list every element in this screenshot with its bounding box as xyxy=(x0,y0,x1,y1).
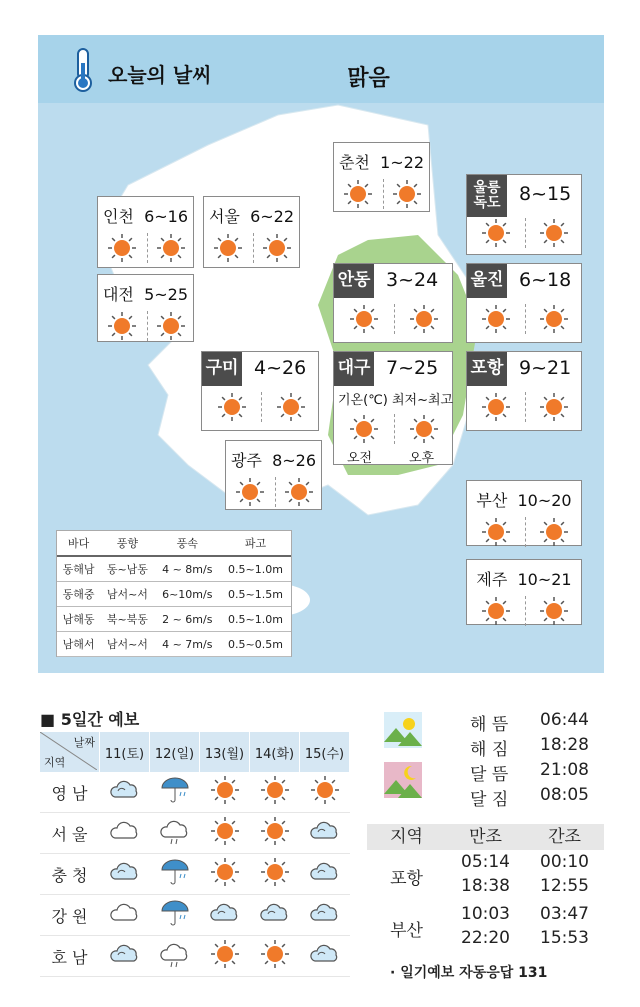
sea-cell: 북~북동 xyxy=(100,607,154,632)
forecast-corner xyxy=(40,732,100,772)
city-box-gwangju xyxy=(225,440,322,510)
city-box-incheon xyxy=(97,196,194,268)
sea-header-row xyxy=(57,531,291,556)
sea-conditions-table xyxy=(56,530,292,657)
sunrise-label: 해 뜸 xyxy=(470,715,509,735)
sunny-icon xyxy=(200,772,250,813)
sunny-icon-pm xyxy=(409,414,439,444)
partly-cloudy-icon xyxy=(100,936,150,977)
forecast-table xyxy=(40,732,350,977)
city-name-tag xyxy=(467,264,507,298)
city-name: 울진 xyxy=(470,270,504,291)
am-label: 오전 xyxy=(347,451,373,466)
partly-cloudy-icon xyxy=(250,895,300,936)
city-name: 광주 xyxy=(230,451,262,470)
tide-time: 12:55 xyxy=(540,876,589,896)
city-box-busan xyxy=(466,480,582,546)
sea-cell: 남서~서 xyxy=(100,582,154,607)
sunny-icon-am xyxy=(217,392,247,422)
sunny-icon-pm xyxy=(392,179,422,209)
am-pm-divider xyxy=(525,392,526,422)
tide-time: 05:14 xyxy=(461,852,510,872)
partly-cloudy-icon xyxy=(300,854,350,895)
city-label xyxy=(467,488,581,511)
sunny-icon-am xyxy=(235,477,265,507)
am-pm-divider xyxy=(147,233,148,263)
city-name: 서울 xyxy=(208,207,240,226)
tide-time: 00:10 xyxy=(540,852,589,872)
city-name: 춘천 xyxy=(338,153,370,172)
sunny-icon-pm xyxy=(539,392,569,422)
moonrise-time: 21:08 xyxy=(540,760,589,780)
sea-header: 풍향 xyxy=(100,531,154,556)
sunny-icon-am xyxy=(481,304,511,334)
region-name: 영 남 xyxy=(40,772,100,813)
sunny-icon-am xyxy=(481,596,511,626)
city-box-seoul xyxy=(203,196,300,268)
moonset-time: 08:05 xyxy=(540,785,589,805)
city-label xyxy=(334,150,429,173)
am-pm-divider xyxy=(525,218,526,248)
sea-cell: 남해동 xyxy=(57,607,100,632)
am-pm-divider xyxy=(383,179,384,209)
sunny-icon-am xyxy=(481,517,511,547)
temp-range: 6~16 xyxy=(144,207,189,226)
tide-header-cell: 간조 xyxy=(548,827,581,847)
region-name: 호 남 xyxy=(40,936,100,977)
forecast-header-row xyxy=(40,732,350,772)
moonrise-icon xyxy=(384,762,422,798)
tide-header xyxy=(367,824,604,850)
city-label xyxy=(467,567,581,590)
sea-cell: 동해중 xyxy=(57,582,100,607)
am-pm-divider xyxy=(261,392,262,422)
sunny-icon xyxy=(200,936,250,977)
sunny-icon xyxy=(250,813,300,854)
temp-range: 8~26 xyxy=(272,451,317,470)
am-pm-divider xyxy=(525,596,526,626)
sunrise-time: 06:44 xyxy=(540,710,589,730)
day-header: 12(일) xyxy=(150,732,200,772)
city-name: 포항 xyxy=(470,358,504,379)
weather-condition: 맑음 xyxy=(347,66,390,91)
city-box-ulleung xyxy=(466,174,582,255)
am-pm-divider xyxy=(394,304,395,334)
sunny-icon-am xyxy=(213,233,243,263)
rain-icon xyxy=(150,895,200,936)
sunny-icon xyxy=(250,772,300,813)
am-pm-divider xyxy=(253,233,254,263)
sunny-icon xyxy=(250,854,300,895)
partly-cloudy-icon xyxy=(200,895,250,936)
moonrise-label: 달 뜸 xyxy=(470,765,509,785)
rain-icon xyxy=(150,854,200,895)
city-name: 구미 xyxy=(205,358,239,379)
city-name: 인천 xyxy=(102,207,134,226)
page-title: 오늘의 날씨 xyxy=(108,63,212,87)
am-pm-divider xyxy=(525,304,526,334)
sea-cell: 동해남 xyxy=(57,556,100,582)
sunny-icon-am xyxy=(107,311,137,341)
temp-range: 9~21 xyxy=(519,357,572,379)
partly-cloudy-icon xyxy=(300,936,350,977)
tide-time: 15:53 xyxy=(540,928,589,948)
day-header: 14(화) xyxy=(250,732,300,772)
tide-time: 03:47 xyxy=(540,904,589,924)
temp-range: 6~18 xyxy=(519,269,572,291)
sunset-label: 해 짐 xyxy=(470,740,509,760)
day-header: 15(수) xyxy=(300,732,350,772)
am-pm-divider xyxy=(275,477,276,507)
sunny-icon-am xyxy=(107,233,137,263)
sunny-icon-am xyxy=(343,179,373,209)
city-label xyxy=(98,204,193,227)
partly-cloudy-icon xyxy=(100,854,150,895)
sunny-icon-pm xyxy=(156,311,186,341)
region-name: 충 청 xyxy=(40,854,100,895)
tide-row-busan xyxy=(367,902,604,956)
sea-header: 바다 xyxy=(57,531,100,556)
temp-range: 7~25 xyxy=(386,357,439,379)
sunny-icon-pm xyxy=(539,304,569,334)
corner-date-label: 날짜 xyxy=(73,736,95,749)
sunny-icon-pm xyxy=(262,233,292,263)
sunny-icon-pm xyxy=(539,218,569,248)
city-label xyxy=(204,204,299,227)
temp-range: 3~24 xyxy=(386,269,439,291)
sunny-icon xyxy=(300,772,350,813)
city-name: 울릉 독도 xyxy=(473,180,501,211)
temp-range: 10~21 xyxy=(517,570,572,589)
city-name-tag xyxy=(467,175,507,217)
sunny-icon-pm xyxy=(156,233,186,263)
am-pm-divider xyxy=(394,414,395,444)
cloud-rain-light-icon xyxy=(150,813,200,854)
day-header: 11(토) xyxy=(100,732,150,772)
sea-cell: 남서~서 xyxy=(100,632,154,657)
legend-text: 기온(℃) 최저~최고 xyxy=(338,393,454,408)
sea-row xyxy=(57,556,291,582)
partly-cloudy-icon xyxy=(300,895,350,936)
forecast-row xyxy=(40,936,350,977)
cloudy-icon xyxy=(100,813,150,854)
forecast-row xyxy=(40,813,350,854)
city-box-gumi xyxy=(201,351,319,431)
sea-row xyxy=(57,607,291,632)
tide-time: 18:38 xyxy=(461,876,510,896)
sunny-icon-pm xyxy=(539,517,569,547)
city-name-tag xyxy=(334,264,374,298)
sunset-time: 18:28 xyxy=(540,735,589,755)
city-name: 부산 xyxy=(476,491,508,510)
forecast-row xyxy=(40,854,350,895)
map-header xyxy=(38,35,604,103)
rain-icon xyxy=(150,772,200,813)
forecast-row xyxy=(40,895,350,936)
sunny-icon-am xyxy=(349,304,379,334)
am-pm-divider xyxy=(147,311,148,341)
city-name-tag xyxy=(334,352,374,386)
city-box-daegu xyxy=(333,351,453,465)
city-box-jeju xyxy=(466,559,582,625)
cloud-rain-light-icon xyxy=(150,936,200,977)
tide-header-cell: 지역 xyxy=(390,827,423,847)
sunny-icon-am xyxy=(481,218,511,248)
tide-header-cell: 만조 xyxy=(469,827,502,847)
city-name: 안동 xyxy=(337,270,371,291)
city-label xyxy=(98,282,193,305)
tide-region: 부산 xyxy=(390,921,423,941)
tide-region: 포항 xyxy=(390,869,423,889)
phone-service-note: · 일기예보 자동응답 131 xyxy=(390,965,548,981)
city-box-andong xyxy=(333,263,453,343)
sea-cell: 동~남동 xyxy=(100,556,154,582)
sunny-icon xyxy=(200,813,250,854)
pm-label: 오후 xyxy=(409,451,435,466)
temp-range: 4~26 xyxy=(254,357,307,379)
city-name: 제주 xyxy=(476,570,508,589)
sunny-icon-am xyxy=(481,392,511,422)
sunny-icon-am xyxy=(349,414,379,444)
city-box-uljin xyxy=(466,263,582,343)
city-name: 대구 xyxy=(337,358,371,379)
sunny-icon-pm xyxy=(284,477,314,507)
day-header: 13(월) xyxy=(200,732,250,772)
partly-cloudy-icon xyxy=(100,772,150,813)
temp-range: 6~22 xyxy=(250,207,295,226)
temp-range: 5~25 xyxy=(144,285,189,304)
sunny-icon-pm xyxy=(539,596,569,626)
tide-time: 10:03 xyxy=(461,904,510,924)
temp-range: 8~15 xyxy=(519,183,572,205)
sunny-icon xyxy=(250,936,300,977)
sea-cell: 0.5~0.5m xyxy=(220,632,291,657)
sea-cell: 4 ~ 8m/s xyxy=(155,556,220,582)
sunrise-icon xyxy=(384,712,422,748)
sea-cell: 남해서 xyxy=(57,632,100,657)
sea-cell: 0.5~1.0m xyxy=(220,556,291,582)
moonset-label: 달 짐 xyxy=(470,790,509,810)
region-name: 서 울 xyxy=(40,813,100,854)
sea-cell: 6~10m/s xyxy=(155,582,220,607)
city-box-chuncheon xyxy=(333,142,430,212)
sea-header: 풍속 xyxy=(155,531,220,556)
sunny-icon-pm xyxy=(276,392,306,422)
tide-table xyxy=(367,824,604,956)
sunny-icon-pm xyxy=(409,304,439,334)
tide-time: 22:20 xyxy=(461,928,510,948)
forecast-title: ■ 5일간 예보 xyxy=(40,710,140,729)
sea-cell: 0.5~1.0m xyxy=(220,607,291,632)
sea-cell: 4 ~ 7m/s xyxy=(155,632,220,657)
sunny-icon xyxy=(200,854,250,895)
sea-row xyxy=(57,632,291,657)
tide-row-pohang xyxy=(367,850,604,902)
city-name: 대전 xyxy=(102,285,134,304)
forecast-row xyxy=(40,772,350,813)
city-box-daejeon xyxy=(97,274,194,342)
sea-row xyxy=(57,582,291,607)
sea-cell: 2 ~ 6m/s xyxy=(155,607,220,632)
sea-cell: 0.5~1.5m xyxy=(220,582,291,607)
city-name-tag xyxy=(202,352,242,386)
temp-range: 1~22 xyxy=(380,153,425,172)
city-box-pohang xyxy=(466,351,582,431)
city-name-tag xyxy=(467,352,507,386)
cloudy-icon xyxy=(100,895,150,936)
am-pm-divider xyxy=(525,517,526,547)
sea-header: 파고 xyxy=(220,531,291,556)
temp-range: 10~20 xyxy=(517,491,572,510)
partly-cloudy-icon xyxy=(300,813,350,854)
corner-region-label: 지역 xyxy=(44,756,66,769)
region-name: 강 원 xyxy=(40,895,100,936)
city-label xyxy=(226,448,321,471)
